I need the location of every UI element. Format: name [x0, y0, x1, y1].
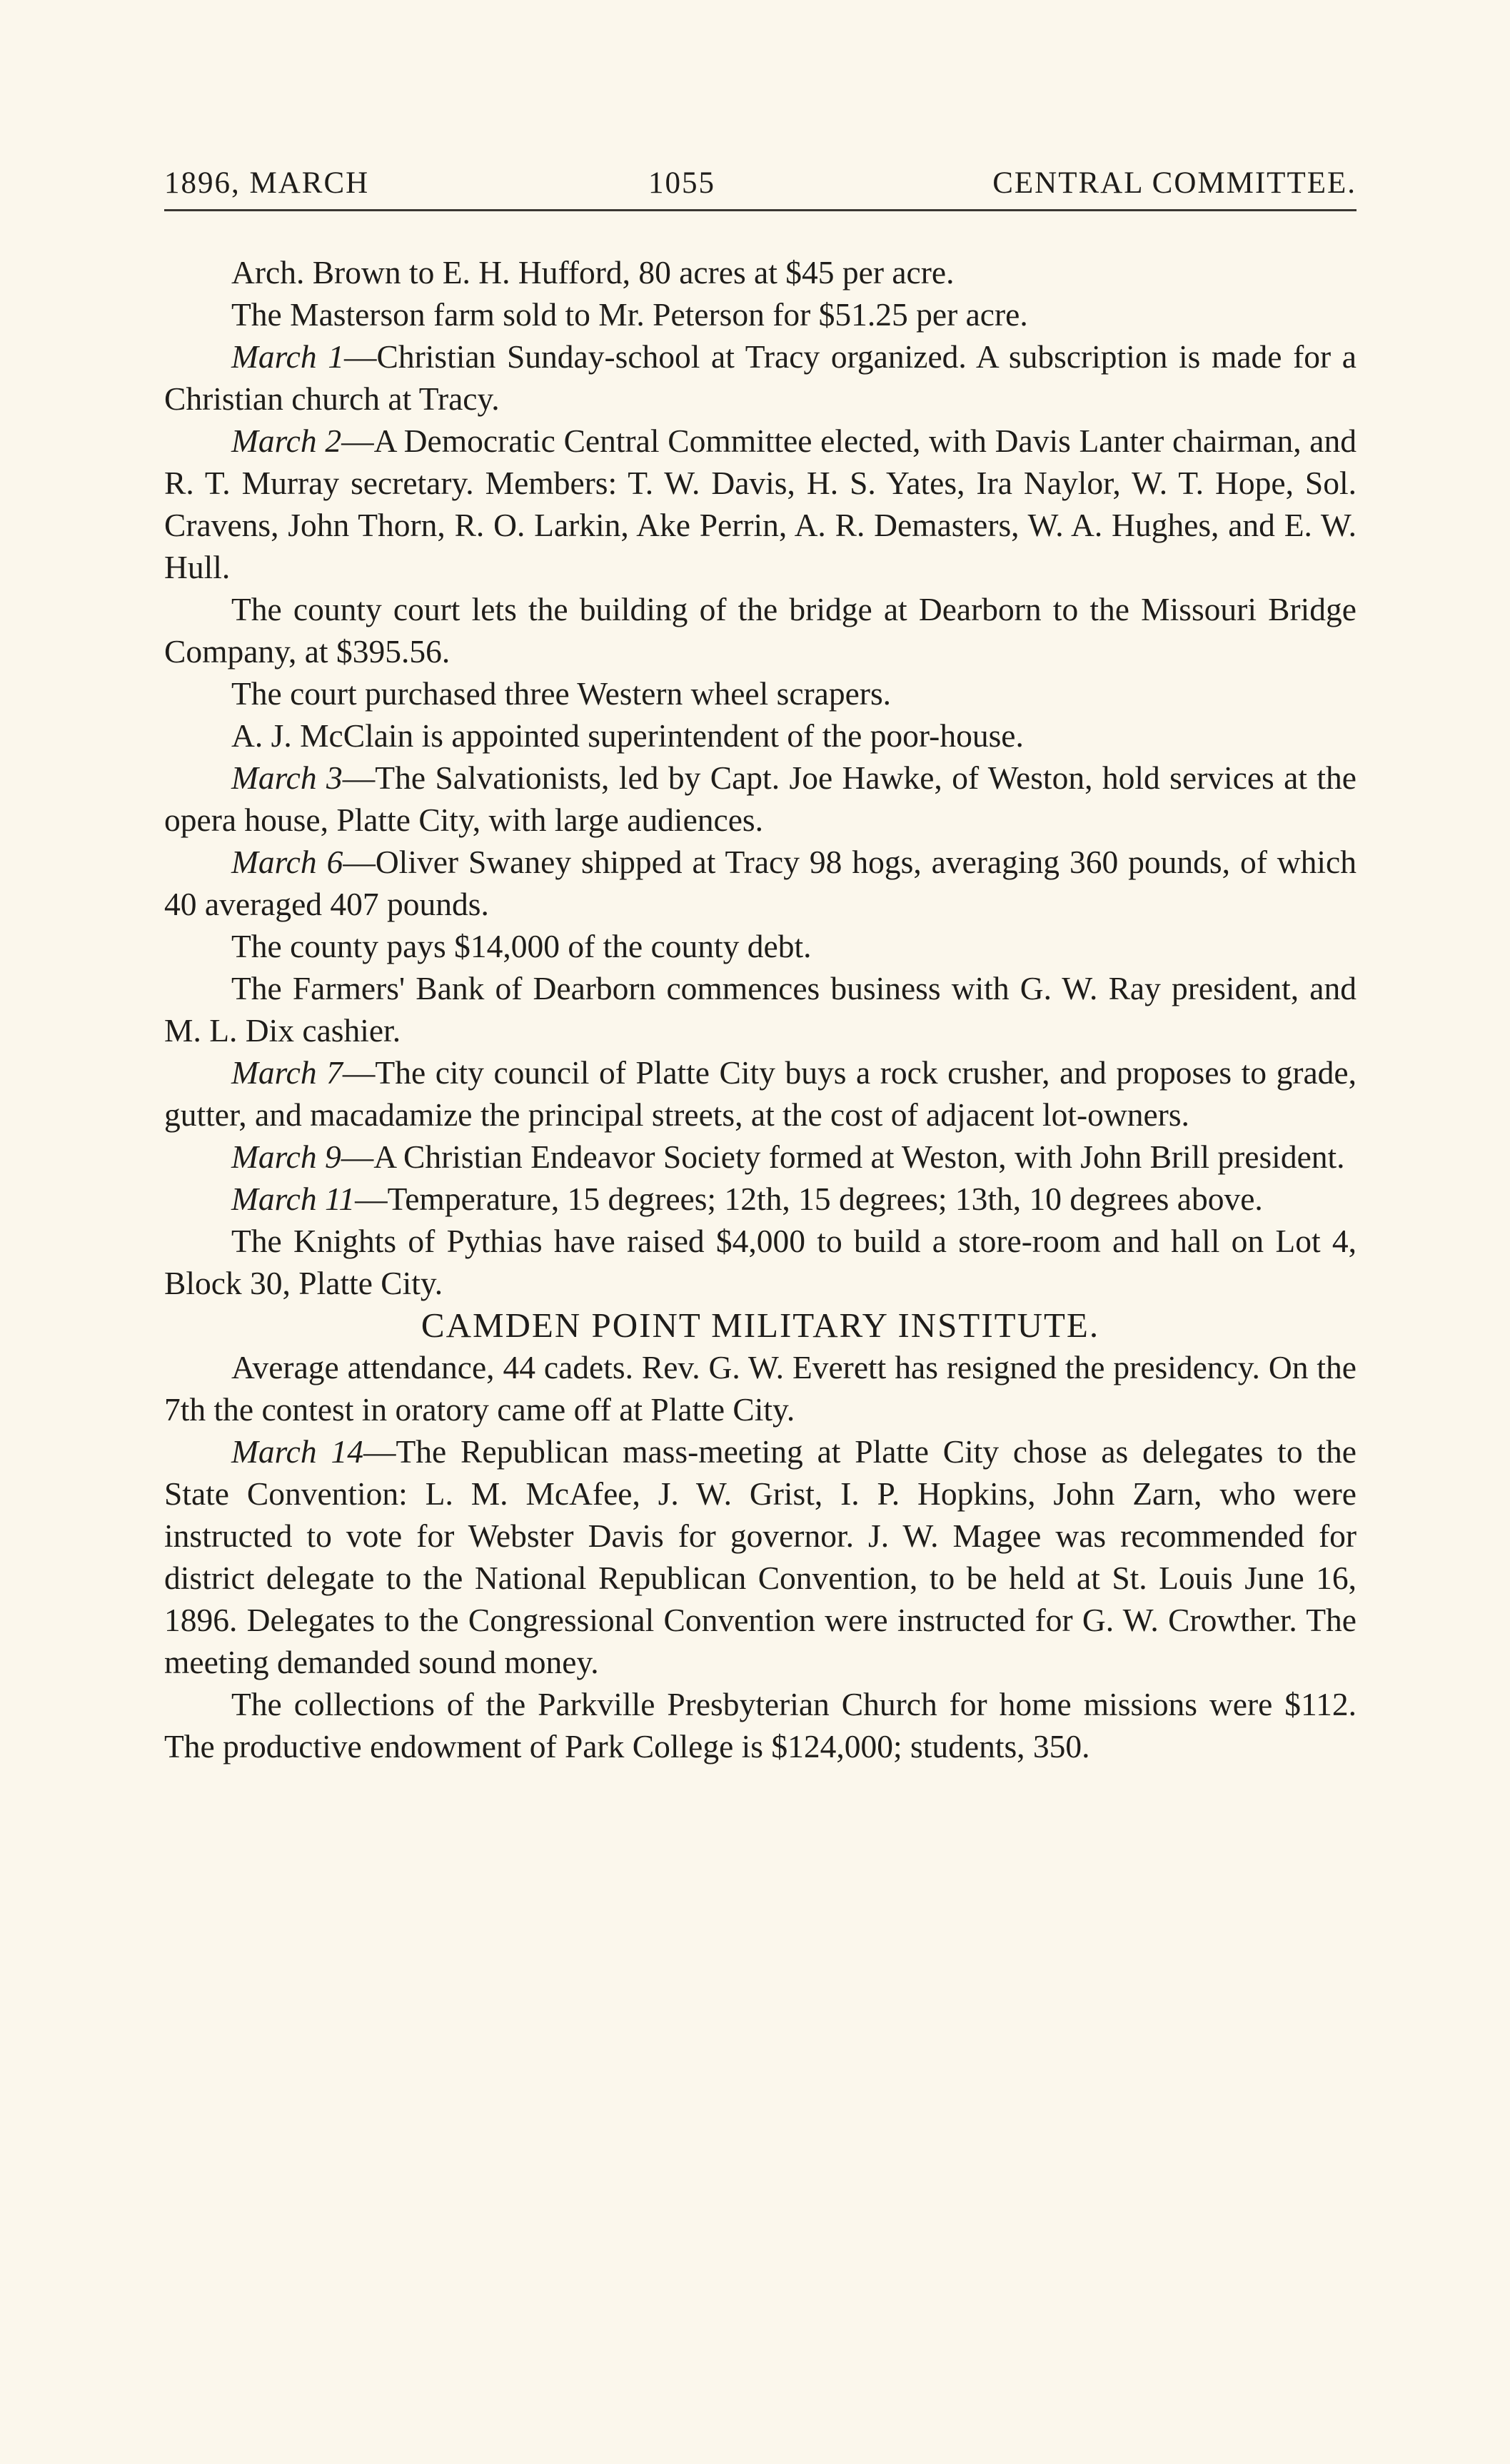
book-page: [164, 166, 1357, 1767]
header-date: 1896, MARCH: [164, 166, 370, 200]
paragraph: [164, 967, 1357, 1051]
paragraph-text: Arch. Brown to E. H. Hufford, 80 acres at $45 per acre.: [231, 254, 955, 291]
paragraph: [164, 1346, 1357, 1430]
paragraph-text: —The Republican mass-meeting at Platte City chose as delegates to the State Convention: L. M. McAfee, J. W. Grist, I. P. Hopkins, John Zarn, who were instructed to vote for Webster Davis for governor. J. W. Magee was recommended for district delegate to the National Republican Convention, to be held at St. Louis June 16, 1896. Delegates to the Congressional Convention were instructed for G. W. Crowther. The meeting demanded sound money.: [164, 1433, 1357, 1680]
entry-date: March 2: [231, 423, 342, 459]
paragraph: [164, 925, 1357, 967]
paragraph: [164, 335, 1357, 420]
paragraph-text: Average attendance, 44 cadets. Rev. G. W. Everett has resigned the presidency. On the 7th the contest in oratory came off at Platte City.: [164, 1349, 1357, 1428]
paragraph: [164, 251, 1357, 293]
page-number: 1055: [648, 166, 715, 200]
entry-date: March 1: [231, 338, 345, 375]
paragraph-text: The Farmers' Bank of Dearborn commences business with G. W. Ray president, and M. L. Dix cashier.: [164, 970, 1357, 1049]
paragraph-text: —A Christian Endeavor Society formed at Weston, with John Brill president.: [341, 1138, 1345, 1175]
paragraph: [164, 420, 1357, 588]
header-section-title: CENTRAL COMMITTEE.: [992, 166, 1357, 200]
entry-date: March 9: [231, 1138, 341, 1175]
entry-date: March 3: [231, 759, 343, 796]
paragraph-text: —A Democratic Central Committee elected, with Davis Lanter chairman, and R. T. Murray secretary. Members: T. W. Davis, H. S. Yates, Ira Naylor, W. T. Hope, Sol. Cravens, John Thorn, R. O. Larkin, Ake Perrin, A. R. Demasters, W. A. Hughes, and E. W. Hull.: [164, 423, 1357, 585]
paragraph-text: —Christian Sunday-school at Tracy organized. A subscription is made for a Christian church at Tracy.: [164, 338, 1357, 417]
section-heading: CAMDEN POINT MILITARY INSTITUTE.: [421, 1306, 1100, 1345]
entry-date: March 7: [231, 1054, 343, 1091]
paragraph-text: The county pays $14,000 of the county debt.: [231, 928, 812, 964]
page-body: [164, 251, 1357, 1767]
paragraph: [164, 841, 1357, 925]
paragraph: [164, 1220, 1357, 1304]
paragraph-text: —Temperature, 15 degrees; 12th, 15 degrees; 13th, 10 degrees above.: [355, 1181, 1263, 1217]
paragraph-text: The county court lets the building of the bridge at Dearborn to the Missouri Bridge Company, at $395.56.: [164, 591, 1357, 670]
paragraph-text: The collections of the Parkville Presbyterian Church for home missions were $112. The productive endowment of Park College is $124,000; students, 350.: [164, 1686, 1357, 1764]
paragraph: [164, 293, 1357, 335]
paragraph: [164, 757, 1357, 841]
paragraph: [164, 1683, 1357, 1767]
paragraph-text: The Knights of Pythias have raised $4,000 to build a store-room and hall on Lot 4, Block 30, Platte City.: [164, 1223, 1357, 1301]
paragraph: [164, 1136, 1357, 1178]
paragraph: [164, 715, 1357, 757]
entry-date: March 6: [231, 844, 343, 880]
paragraph: [164, 1051, 1357, 1136]
paragraph-text: —The city council of Platte City buys a rock crusher, and proposes to grade, gutter, and macadamize the principal streets, at the cost of adjacent lot-owners.: [164, 1054, 1357, 1133]
paragraph: [164, 1178, 1357, 1220]
paragraph: [164, 1430, 1357, 1683]
paragraph-text: —The Salvationists, led by Capt. Joe Hawke, of Weston, hold services at the opera house, Platte City, with large audiences.: [164, 759, 1357, 838]
paragraph-text: The court purchased three Western wheel scrapers.: [231, 675, 892, 712]
paragraph: [164, 672, 1357, 715]
paragraph-text: A. J. McClain is appointed superintendent of the poor-house.: [231, 717, 1024, 754]
entry-date: March 11: [231, 1181, 356, 1217]
running-header: [164, 166, 1357, 211]
paragraph-text: The Masterson farm sold to Mr. Peterson for $51.25 per acre.: [231, 296, 1028, 333]
paragraph-text: —Oliver Swaney shipped at Tracy 98 hogs, averaging 360 pounds, of which 40 averaged 407 pounds.: [164, 844, 1357, 922]
paragraph: [164, 588, 1357, 672]
entry-date: March 14: [231, 1433, 363, 1470]
